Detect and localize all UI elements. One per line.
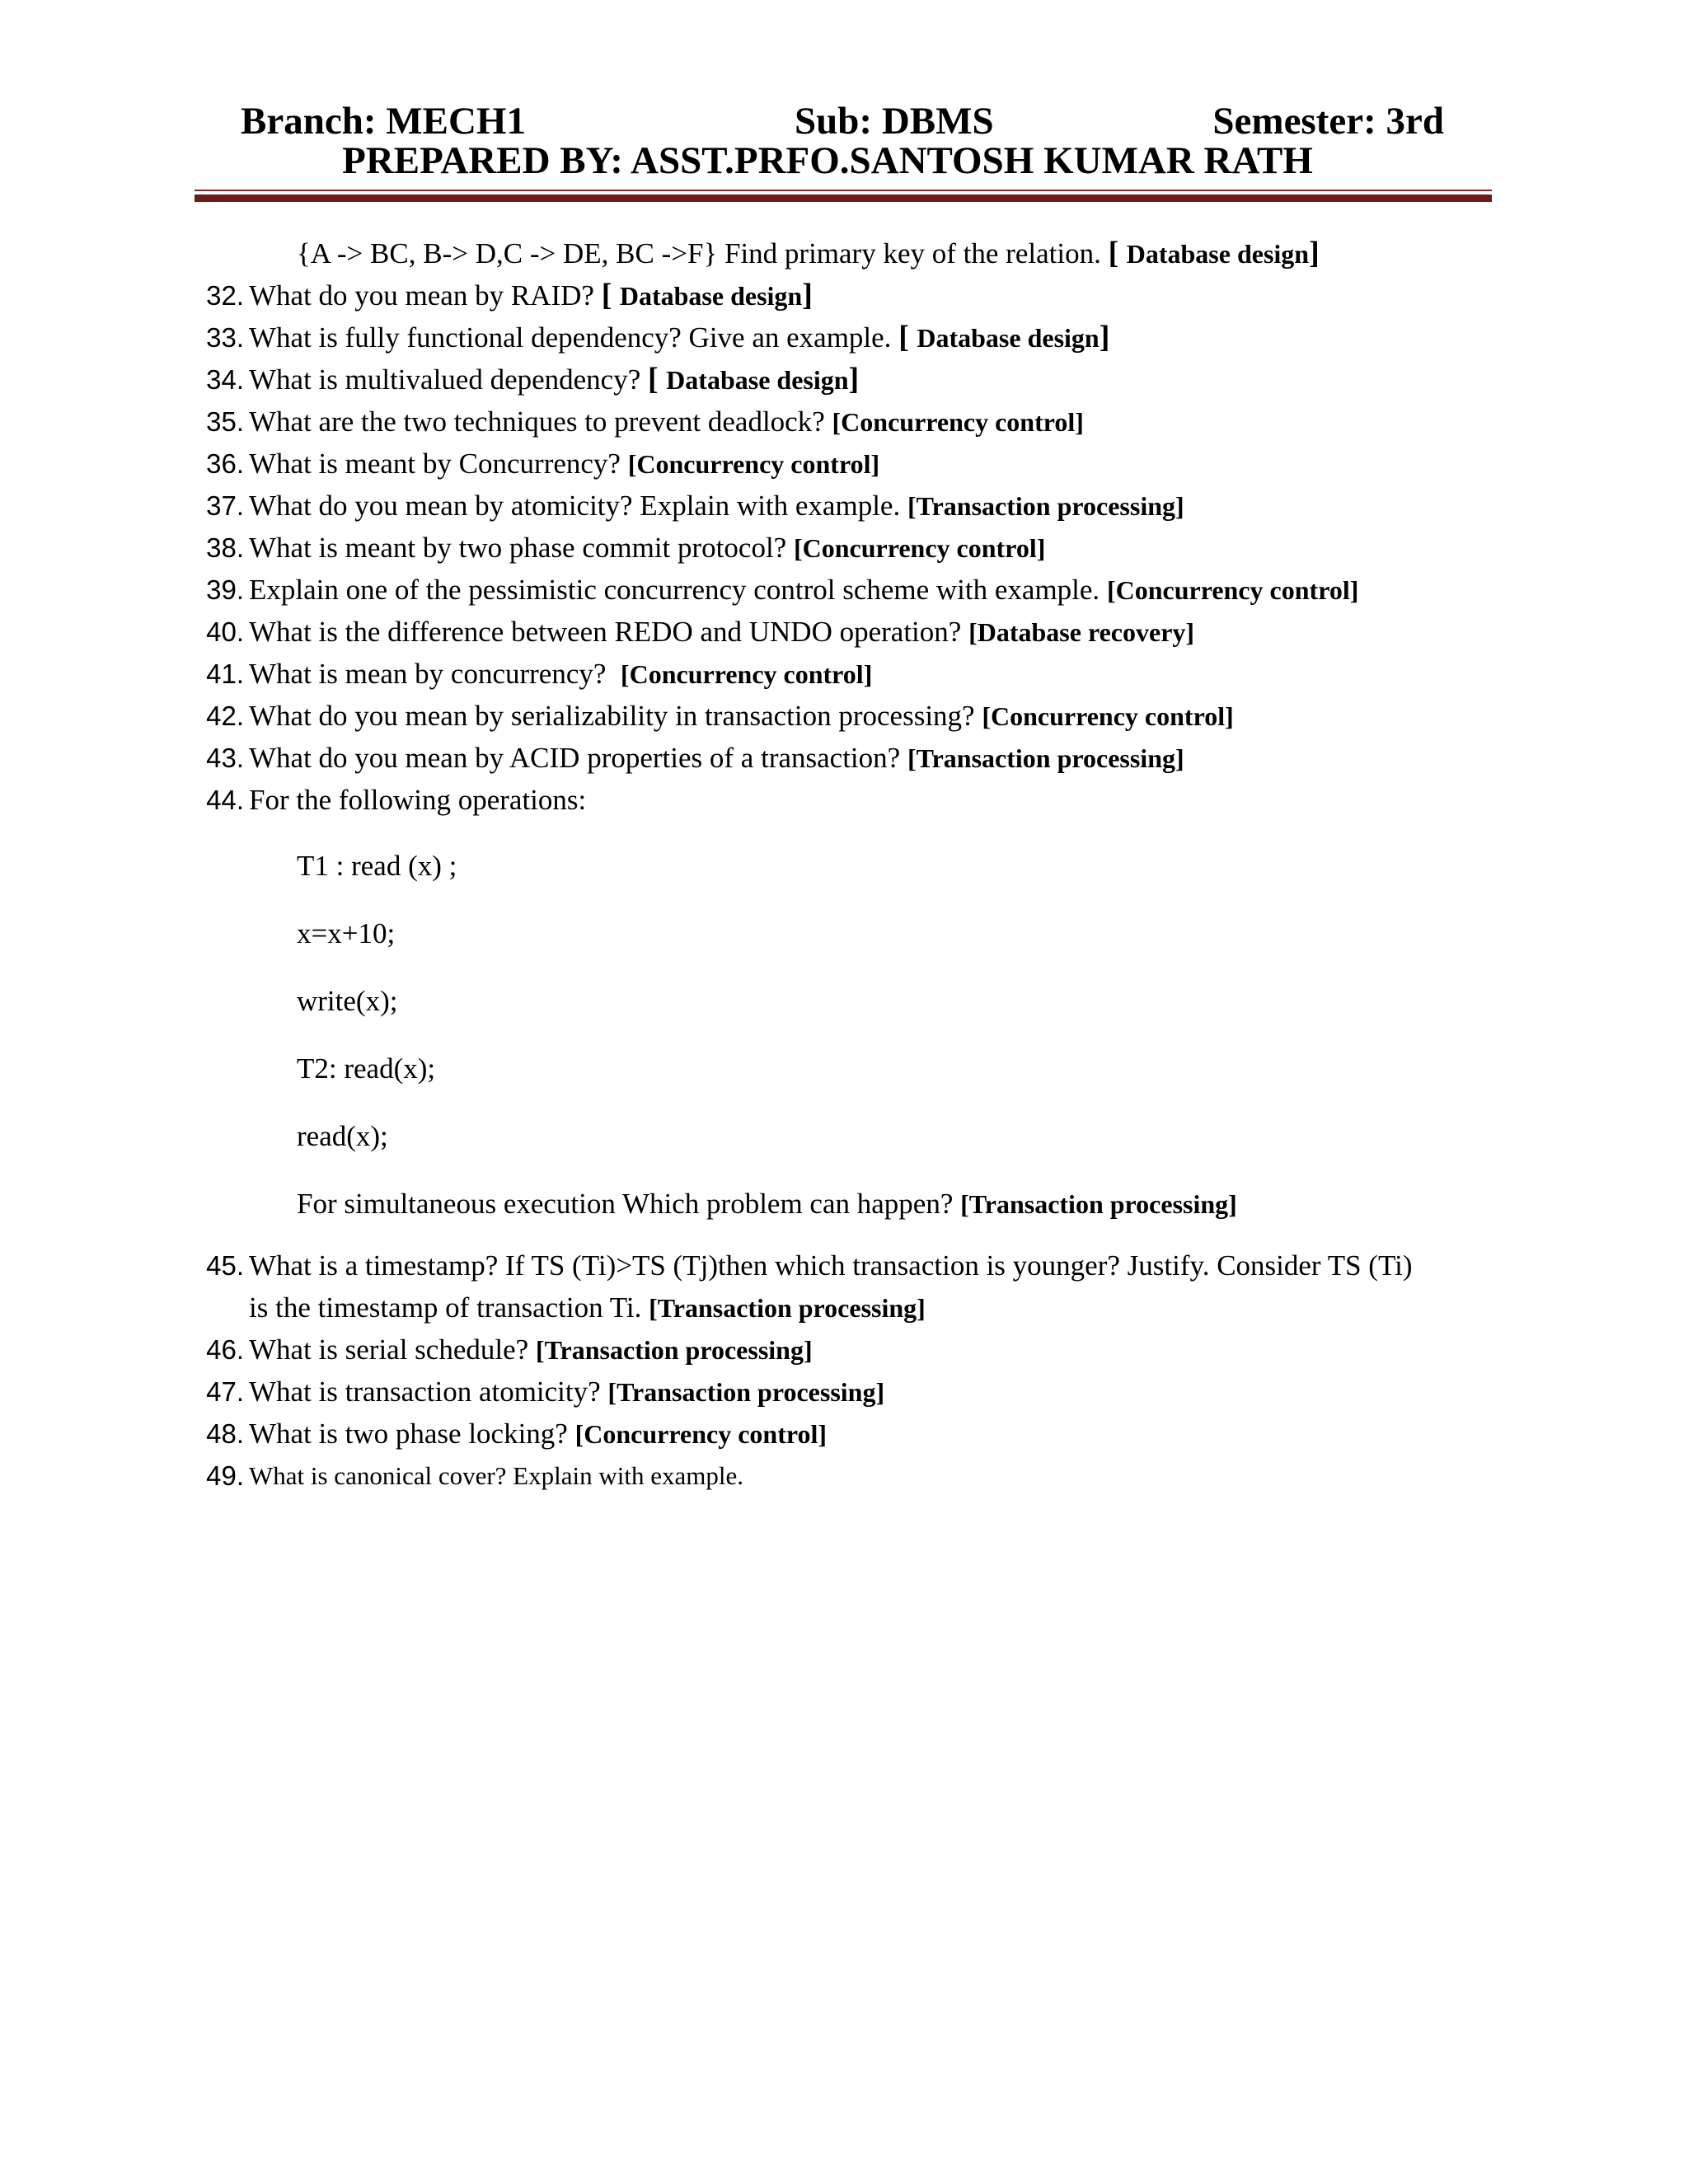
question-item-42 xyxy=(195,695,1497,737)
topic-tag: [Concurrency control] xyxy=(620,659,873,689)
question-number: 46. xyxy=(206,1334,244,1365)
question-item-41 xyxy=(195,653,1497,695)
prepared-by-label: PREPARED BY: ASST.PRFO.SANTOSH KUMAR RATH xyxy=(342,139,1313,182)
question-continuation xyxy=(195,232,1497,274)
topic-tag: [Database recovery] xyxy=(968,617,1195,647)
operation-line: T2: read(x); xyxy=(297,1052,436,1085)
topic-tag: Database design xyxy=(666,365,849,395)
bracket-close: ] xyxy=(802,278,813,312)
bracket-open: [ xyxy=(1108,236,1127,270)
topic-tag: [Transaction processing] xyxy=(907,491,1184,521)
question-number: 41. xyxy=(206,658,244,689)
question-item-49 xyxy=(195,1455,1497,1497)
question-number: 43. xyxy=(206,743,244,773)
question-text: What is a timestamp? If TS (Ti)>TS (Tj)then which transaction is younger? Justify. Consider TS (Ti) xyxy=(249,1249,1413,1282)
question-text: What do you mean by serializability in transaction processing? xyxy=(249,700,982,732)
bracket-open: [ xyxy=(601,278,620,312)
operation-line: x=x+10; xyxy=(297,917,396,949)
question-item-48 xyxy=(195,1413,1497,1455)
topic-tag: [Transaction processing] xyxy=(535,1335,813,1365)
bracket-close: ] xyxy=(1099,320,1110,354)
question-number: 35. xyxy=(206,406,244,437)
question-number: 34. xyxy=(206,364,244,395)
bracket-open: [ xyxy=(898,320,917,354)
question-number: 42. xyxy=(206,701,244,731)
question-text: For the following operations: xyxy=(249,784,587,816)
question-item-43 xyxy=(195,737,1497,779)
question-item-47 xyxy=(195,1371,1497,1413)
question-44-final xyxy=(195,1170,1497,1238)
topic-tag: [Transaction processing] xyxy=(649,1293,926,1323)
question-number: 39. xyxy=(206,574,244,605)
question-item-36 xyxy=(195,443,1497,485)
topic-tag: Database design xyxy=(619,281,803,311)
question-item-34 xyxy=(195,359,1497,401)
question-text: What do you mean by atomicity? Explain with example. xyxy=(249,490,907,522)
header-divider-thick xyxy=(195,194,1492,202)
header-row xyxy=(195,92,1447,143)
question-text: For simultaneous execution Which problem can happen? xyxy=(297,1188,961,1220)
q44-operations xyxy=(195,832,1497,1238)
question-number: 36. xyxy=(206,448,244,479)
question-item-32 xyxy=(195,274,1497,316)
bracket-open: [ xyxy=(648,362,667,396)
topic-tag: Database design xyxy=(1126,239,1310,269)
question-text: {A -> BC, B-> D,C -> DE, BC ->F} Find primary key of the relation. xyxy=(297,237,1109,269)
topic-tag: [Transaction processing] xyxy=(907,743,1184,773)
question-text: What do you mean by RAID? xyxy=(249,279,602,312)
topic-tag: Database design xyxy=(917,323,1100,353)
question-text: What is serial schedule? xyxy=(249,1333,536,1366)
question-number: 37. xyxy=(206,490,244,521)
question-number: 47. xyxy=(206,1376,244,1407)
question-number: 32. xyxy=(206,280,244,311)
question-number: 48. xyxy=(206,1418,244,1449)
question-text: What is fully functional dependency? Give an example. xyxy=(249,321,899,354)
topic-tag: [Concurrency control] xyxy=(832,407,1084,437)
question-number: 38. xyxy=(206,532,244,563)
question-number: 33. xyxy=(206,322,244,353)
question-text: What are the two techniques to prevent deadlock? xyxy=(249,405,832,438)
question-item-35 xyxy=(195,401,1497,443)
question-item-33 xyxy=(195,316,1497,359)
topic-tag: [Transaction processing] xyxy=(607,1377,885,1407)
topic-tag: [Concurrency control] xyxy=(1106,575,1359,605)
branch-label: Branch: MECH1 xyxy=(241,100,526,143)
question-text: What is multivalued dependency? xyxy=(249,363,649,396)
question-text: What do you mean by ACID properties of a transaction? xyxy=(249,742,907,774)
topic-tag: [Concurrency control] xyxy=(574,1419,828,1449)
topic-tag: [Concurrency control] xyxy=(982,701,1234,731)
header-divider-thin xyxy=(195,190,1492,191)
question-text: What is meant by two phase commit protocol? xyxy=(249,532,794,564)
question-text: Explain one of the pessimistic concurrency control scheme with example. xyxy=(249,574,1107,606)
question-item-46 xyxy=(195,1329,1497,1371)
question-text: What is the difference between REDO and UNDO operation? xyxy=(249,616,969,648)
question-text: What is canonical cover? Explain with example. xyxy=(249,1461,743,1490)
topic-tag: [Transaction processing] xyxy=(960,1189,1237,1219)
question-item-37 xyxy=(195,485,1497,527)
question-text: What is transaction atomicity? xyxy=(249,1376,608,1408)
question-number: 49. xyxy=(206,1460,244,1491)
question-item-39 xyxy=(195,569,1497,611)
topic-tag: [Concurrency control] xyxy=(793,533,1046,563)
question-number: 44. xyxy=(206,785,244,815)
question-item-38 xyxy=(195,527,1497,569)
page-header xyxy=(195,92,1447,183)
question-item-45 xyxy=(195,1244,1497,1286)
bracket-close: ] xyxy=(848,362,860,396)
question-item-40 xyxy=(195,611,1497,653)
semester-label: Semester: 3rd xyxy=(1212,100,1444,143)
operation-line: read(x); xyxy=(297,1120,388,1152)
operation-line: T1 : read (x) ; xyxy=(297,850,457,882)
question-text: What is mean by concurrency? xyxy=(249,658,621,690)
question-number: 45. xyxy=(206,1250,244,1281)
question-item-44 xyxy=(195,779,1497,821)
question-text: What is two phase locking? xyxy=(249,1418,575,1450)
question-45-continuation xyxy=(195,1286,1497,1329)
subject-label: Sub: DBMS xyxy=(795,100,994,143)
operation-line: write(x); xyxy=(297,985,398,1017)
question-number: 40. xyxy=(206,616,244,647)
bracket-close: ] xyxy=(1309,236,1320,270)
question-list xyxy=(195,232,1497,1497)
question-text: is the timestamp of transaction Ti. xyxy=(249,1291,649,1324)
question-text: What is meant by Concurrency? xyxy=(249,448,628,480)
topic-tag: [Concurrency control] xyxy=(627,449,880,479)
